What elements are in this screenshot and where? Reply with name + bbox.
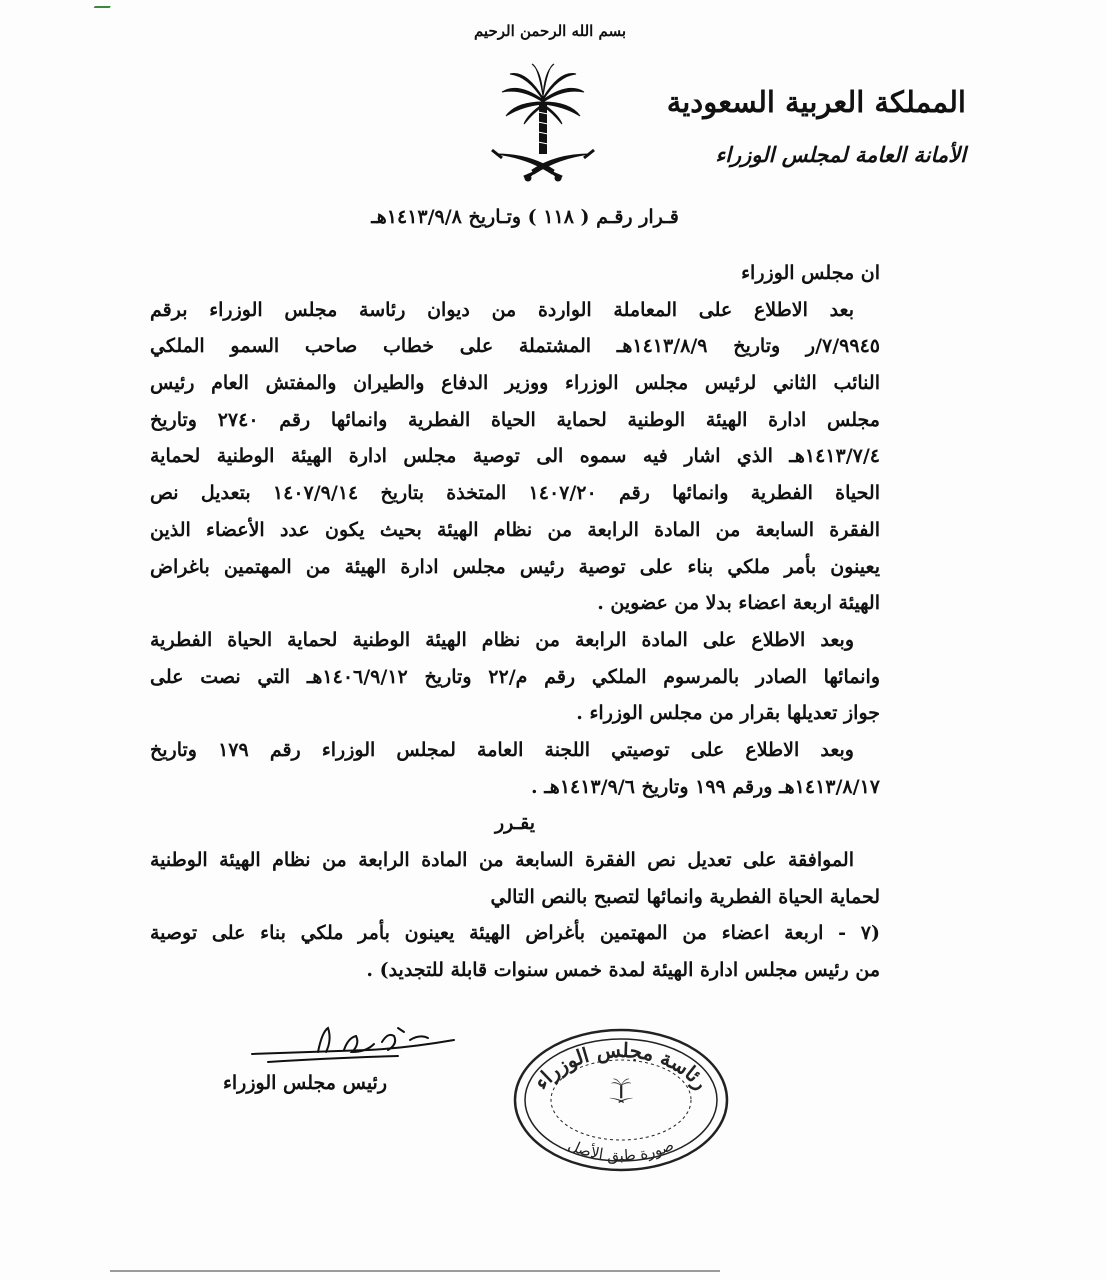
secretariat-name: الأمانة العامة لمجلس الوزراء — [715, 142, 966, 167]
body-line: بعد الاطلاع على المعاملة الواردة من ديوان رئاسة مجلس الوزراء برقم — [150, 298, 854, 321]
body-line: يعينون بأمر ملكي بناء على توصية رئيس مجلس ادارة الهيئة من المهتمين باغراض — [150, 555, 880, 578]
body-line: الموافقة على تعديل نص الفقرة السابعة من المادة الرابعة من نظام الهيئة الوطنية — [150, 849, 854, 871]
body-line: الفقرة السابعة من المادة الرابعة من نظام الهيئة بحيث يكون عدد الأعضاء الذين — [150, 518, 880, 541]
body-line: ١٤١٣/٧/٤هـ الذي اشار فيه سموه الى توصية مجلس ادارة الهيئة الوطنية لحماية — [150, 445, 880, 468]
body-line: الحياة الفطرية وانمائها رقم ١٤٠٧/٢٠ المتخذة بتاريخ ١٤٠٧/٩/١٤ بتعديل نص — [150, 482, 880, 505]
seal-note: صورة طبق الأصل — [565, 1135, 677, 1165]
decides-heading: يقـرر — [494, 812, 536, 835]
body-line: لحماية الحياة الفطرية وانمائها لتصبح بالنص التالي — [490, 885, 880, 908]
decision-number-date: قـرار رقـم ( ١١٨ ) وتـاريخ ١٤١٣/٩/٨هـ — [371, 206, 679, 228]
body-line: وبعد الاطلاع على المادة الرابعة من نظام الهيئة الوطنية لحماية الحياة الفطرية — [150, 628, 854, 651]
body-line: وبعد الاطلاع على توصيتي اللجنة العامة لمجلس الوزراء رقم ١٧٩ وتاريخ — [150, 738, 854, 761]
body-line: (٧ - اربعة اعضاء من المهتمين بأغراض الهيئة يعينون بأمر ملكي بناء على توصية — [150, 922, 880, 945]
page-edge-line — [110, 1270, 720, 1272]
body-line: ١٤١٣/٨/١٧هـ ورقم ١٩٩ وتاريخ ١٤١٣/٩/٦هـ . — [530, 775, 880, 798]
palm-and-swords-icon — [488, 62, 598, 186]
seal-text: رئاسة مجلس الوزراء — [528, 1037, 714, 1095]
body-line: جواز تعديلها بقرار من مجلس الوزراء . — [576, 702, 880, 725]
body-line: ان مجلس الوزراء — [741, 262, 880, 284]
decision-body — [150, 255, 880, 989]
body-line: وانمائها الصادر بالمرسوم الملكي رقم م/٢٢ وتاريخ ١٤٠٦/٩/١٢هـ التي نصت على — [150, 665, 880, 688]
corner-mark — [94, 0, 115, 8]
letterhead — [636, 80, 966, 172]
body-line: النائب الثاني لرئيس مجلس الوزراء ووزير الدفاع والطيران والمفتش العام رئيس — [150, 372, 880, 395]
body-line: ٧/٩٩٤٥/ر وتاريخ ١٤١٣/٨/٩هـ المشتملة على خطاب صاحب السمو الملكي — [150, 335, 880, 358]
body-line: مجلس ادارة الهيئة الوطنية لحماية الحياة الفطرية وانمائها رقم ٢٧٤٠ وتاريخ — [150, 408, 880, 431]
body-line: الهيئة اربعة اعضاء بدلا من عضوين . — [597, 592, 880, 615]
signature-icon — [248, 1022, 458, 1068]
signer-title: رئيس مجلس الوزراء — [222, 1072, 388, 1094]
body-line: من رئيس مجلس ادارة الهيئة لمدة خمس سنوات قابلة للتجديد) . — [366, 959, 880, 982]
basmala: بسم الله الرحمن الرحيم — [473, 22, 627, 40]
kingdom-name: المملكة العربية السعودية — [666, 85, 966, 119]
official-seal-icon — [508, 1022, 734, 1174]
svg-text:صورة طبق الأصل — [565, 1136, 676, 1165]
